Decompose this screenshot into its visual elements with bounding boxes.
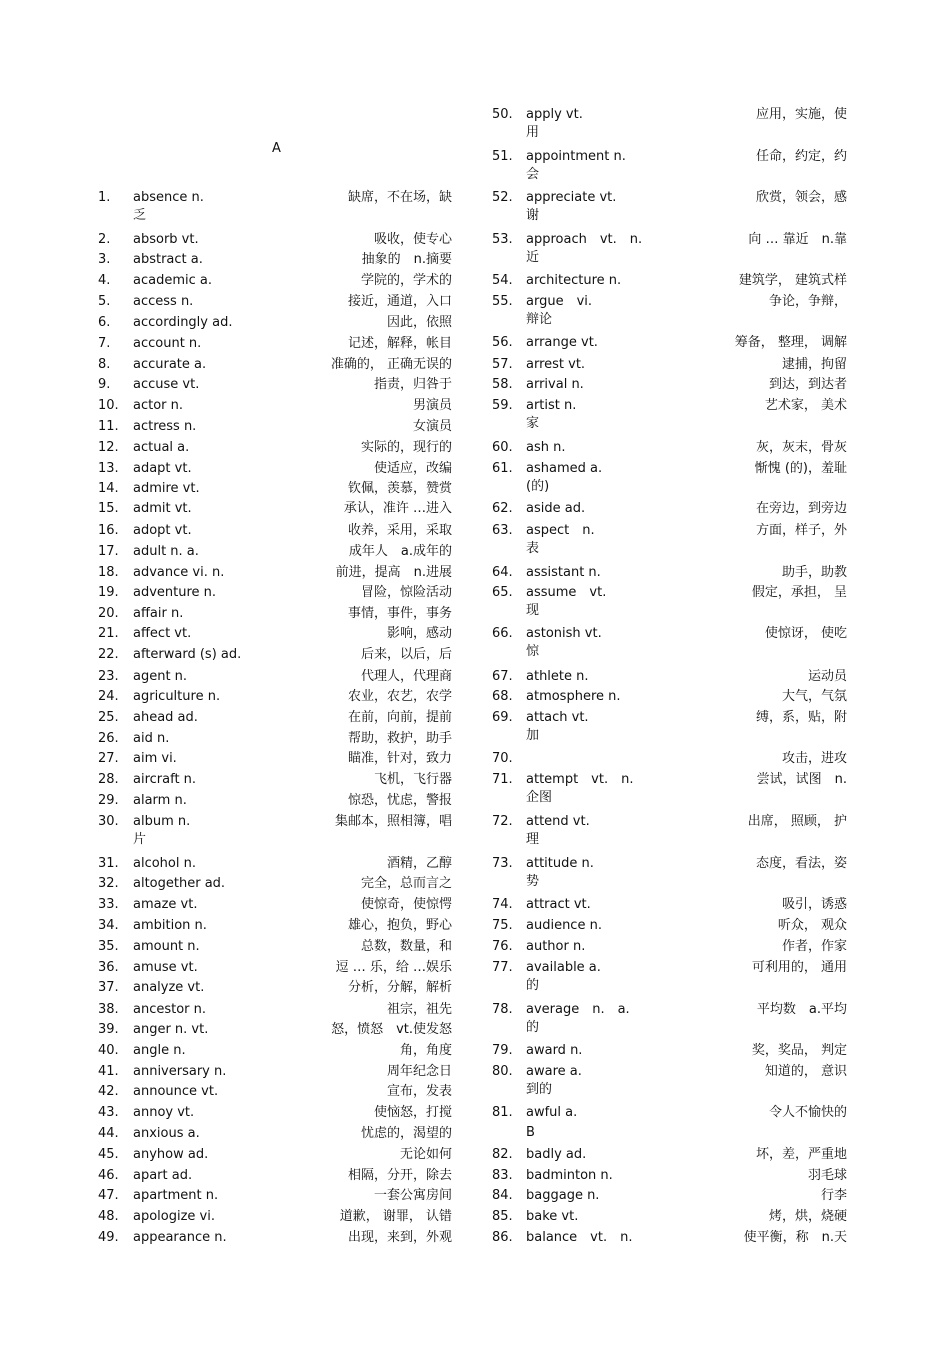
entry-word: altogether ad. [133, 876, 226, 891]
entry-number: 86. [492, 1230, 513, 1245]
entry-word: apartment n. [133, 1188, 219, 1203]
entry-definition: 惊恐，忧虑，警报 [347, 793, 452, 808]
entry-number: 22. [98, 647, 119, 662]
entry-definition: 集邮本，照相簿，唱 [334, 814, 452, 829]
entry-definition: 角，角度 [399, 1043, 452, 1058]
entry-number: 63. [492, 523, 513, 538]
entry-word: author n. [526, 939, 586, 954]
entry-word: badminton n. [526, 1168, 613, 1183]
entry-word: analyze vt. [133, 980, 205, 995]
entry-number: 10. [98, 398, 119, 413]
entry-word: apply vt. [526, 107, 583, 122]
entry-definition: 一套公寓房间 [373, 1188, 452, 1203]
entry-definition-continuation: 片 [133, 832, 147, 847]
entry-definition: 攻击，进攻 [781, 751, 847, 766]
entry-definition: 令人不愉快的 [768, 1105, 847, 1120]
entry-word: aim vi. [133, 751, 177, 766]
entry-number: 65. [492, 585, 513, 600]
entry-word: announce vt. [133, 1084, 219, 1099]
entry-definition: 后来，以后，后 [360, 647, 452, 662]
entry-number: 7. [98, 336, 111, 351]
entry-number: 3. [98, 252, 111, 267]
entry-number: 1. [98, 190, 111, 205]
section-heading-a: A [272, 141, 281, 156]
entry-word: amount n. [133, 939, 200, 954]
entry-definition: 向 … 靠近 n.靠 [748, 232, 847, 247]
entry-number: 62. [492, 501, 513, 516]
entry-word: affair n. [133, 606, 184, 621]
entry-word: astonish vt. [526, 626, 602, 641]
entry-definition: 到达，到达者 [768, 377, 847, 392]
entry-definition: 作者，作家 [781, 939, 847, 954]
entry-definition: 相隔，分开，除去 [347, 1168, 452, 1183]
entry-definition: 出席， 照顾， 护 [747, 814, 847, 829]
entry-word: admit vt. [133, 501, 192, 516]
entry-word: angle n. [133, 1043, 186, 1058]
entry-word: apologize vi. [133, 1209, 215, 1224]
entry-word: alarm n. [133, 793, 187, 808]
entry-definition: 道歉， 谢罪， 认错 [339, 1209, 452, 1224]
entry-number: 11. [98, 419, 119, 434]
entry-number: 58. [492, 377, 513, 392]
entry-word: atmosphere n. [526, 689, 621, 704]
entry-word: academic a. [133, 273, 212, 288]
entry-definition: 逮捕，拘留 [781, 357, 847, 372]
entry-definition: 艺术家， 美术 [764, 398, 847, 413]
entry-number: 21. [98, 626, 119, 641]
entry-definition: 坏，差，严重地 [755, 1147, 847, 1162]
entry-word: afterward (s) ad. [133, 647, 242, 662]
entry-number: 59. [492, 398, 513, 413]
entry-number: 29. [98, 793, 119, 808]
entry-definition: 缚，系，贴，附 [755, 710, 847, 725]
entry-word: attempt vt. n. [526, 772, 634, 787]
entry-word: aircraft n. [133, 772, 197, 787]
entry-definition: 事情，事件，事务 [347, 606, 452, 621]
entry-word: actual a. [133, 440, 190, 455]
entry-number: 71. [492, 772, 513, 787]
entry-number: 61. [492, 461, 513, 476]
entry-definition: 宣布，发表 [386, 1084, 452, 1099]
entry-word: agriculture n. [133, 689, 221, 704]
entry-word: audience n. [526, 918, 602, 933]
entry-number: 45. [98, 1147, 119, 1162]
entry-word: awful a. [526, 1105, 578, 1120]
entry-number: 26. [98, 731, 119, 746]
entry-number: 68. [492, 689, 513, 704]
entry-word: arrival n. [526, 377, 584, 392]
entry-word: attend vt. [526, 814, 590, 829]
entry-number: 14. [98, 481, 119, 496]
entry-definition: 知道的， 意识 [764, 1064, 847, 1079]
entry-definition-continuation: 表 [526, 541, 540, 556]
entry-number: 74. [492, 897, 513, 912]
entry-definition: 承认，准许 …进入 [343, 501, 452, 516]
entry-number: 69. [492, 710, 513, 725]
entry-number: 36. [98, 960, 119, 975]
entry-definition: 吸引，诱惑 [781, 897, 847, 912]
entry-definition: 怒，愤怒 vt.使发怒 [331, 1022, 452, 1037]
entry-definition: 雄心，抱负，野心 [347, 918, 452, 933]
entry-number: 5. [98, 294, 111, 309]
entry-number: 55. [492, 294, 513, 309]
entry-number: 48. [98, 1209, 119, 1224]
entry-word: anyhow ad. [133, 1147, 209, 1162]
entry-number: 66. [492, 626, 513, 641]
entry-definition: 助手，助教 [781, 565, 847, 580]
entry-number: 83. [492, 1168, 513, 1183]
entry-definition: 争论，争辩， [768, 294, 847, 309]
entry-definition: 酒精，乙醇 [386, 856, 452, 871]
entry-number: 43. [98, 1105, 119, 1120]
entry-definition: 尝试，试图 n. [756, 772, 847, 787]
entry-definition: 影响，感动 [386, 626, 452, 641]
entry-word: ahead ad. [133, 710, 198, 725]
entry-number: 23. [98, 669, 119, 684]
entry-definition: 缺席，不在场，缺 [347, 190, 452, 205]
entry-number: 13. [98, 461, 119, 476]
entry-word: arrest vt. [526, 357, 586, 372]
entry-definition: 钦佩，羡慕，赞赏 [347, 481, 452, 496]
entry-word: ancestor n. [133, 1002, 207, 1017]
entry-number: 52. [492, 190, 513, 205]
entry-word: aspect n. [526, 523, 595, 538]
entry-word: aside ad. [526, 501, 586, 516]
entry-word: attract vt. [526, 897, 591, 912]
entry-word: ashamed a. [526, 461, 603, 476]
entry-number: 50. [492, 107, 513, 122]
entry-number: 82. [492, 1147, 513, 1162]
entry-number: 53. [492, 232, 513, 247]
entry-number: 2. [98, 232, 111, 247]
entry-definition: 使适应，改编 [373, 461, 452, 476]
entry-definition: 听众， 观众 [777, 918, 847, 933]
entry-number: 75. [492, 918, 513, 933]
entry-word: accurate a. [133, 357, 207, 372]
entry-number: 17. [98, 544, 119, 559]
entry-definition: 代理人，代理商 [360, 669, 452, 684]
entry-word: aid n. [133, 731, 170, 746]
entry-definition: 任命，约定，约 [755, 149, 847, 164]
entry-word: arrange vt. [526, 335, 598, 350]
entry-number: 73. [492, 856, 513, 871]
entry-definition: 冒险，惊险活动 [360, 585, 452, 600]
entry-definition: 可利用的， 通用 [751, 960, 847, 975]
entry-word: argue vi. [526, 294, 593, 309]
entry-number: 35. [98, 939, 119, 954]
entry-number: 70. [492, 751, 513, 766]
entry-definition-continuation: 的 [526, 1020, 540, 1035]
entry-number: 78. [492, 1002, 513, 1017]
entry-word: ash n. [526, 440, 566, 455]
entry-definition: 瞄准，针对，致力 [347, 751, 452, 766]
entry-definition: 成年人 a.成年的 [348, 544, 452, 559]
entry-word: assistant n. [526, 565, 601, 580]
entry-number: 79. [492, 1043, 513, 1058]
entry-number: 24. [98, 689, 119, 704]
entry-definition: 学院的，学术的 [360, 273, 452, 288]
entry-word: adult n. a. [133, 544, 199, 559]
entry-definition: 因此，依照 [386, 315, 452, 330]
entry-word: affect vt. [133, 626, 192, 641]
entry-word: absence n. [133, 190, 204, 205]
entry-word: agent n. [133, 669, 188, 684]
entry-word: album n. [133, 814, 191, 829]
entry-word: account n. [133, 336, 202, 351]
entry-number: 33. [98, 897, 119, 912]
entry-word: adventure n. [133, 585, 217, 600]
entry-word: adapt vt. [133, 461, 192, 476]
entry-word: attitude n. [526, 856, 594, 871]
entry-definition: 农业，农艺，农学 [347, 689, 452, 704]
entry-definition: 指责，归咎于 [373, 377, 452, 392]
entry-word: bake vt. [526, 1209, 579, 1224]
entry-word: apart ad. [133, 1168, 193, 1183]
entry-number: 25. [98, 710, 119, 725]
entry-word: artist n. [526, 398, 577, 413]
entry-definition-continuation: (的) [526, 479, 550, 494]
entry-word: architecture n. [526, 273, 622, 288]
entry-word: baggage n. [526, 1188, 600, 1203]
entry-word: admire vt. [133, 481, 200, 496]
entry-number: 6. [98, 315, 111, 330]
entry-definition: 行李 [820, 1188, 847, 1203]
entry-definition: 收养，采用，采取 [347, 523, 452, 538]
entry-word: available a. [526, 960, 601, 975]
entry-word: anxious a. [133, 1126, 200, 1141]
entry-number: 67. [492, 669, 513, 684]
entry-definition: 羽毛球 [807, 1168, 847, 1183]
entry-definition: 惭愧 (的)，羞耻 [754, 461, 847, 476]
entry-word: accuse vt. [133, 377, 200, 392]
entry-definition: 男演员 [412, 398, 452, 413]
entry-definition: 使平衡，称 n.天 [743, 1230, 847, 1245]
entry-definition: 平均数 a.平均 [756, 1002, 847, 1017]
entry-word: aware a. [526, 1064, 582, 1079]
entry-definition: 欣赏，领会，感 [755, 190, 847, 205]
entry-number: 51. [492, 149, 513, 164]
entry-number: 34. [98, 918, 119, 933]
entry-definition-continuation: 到的 [526, 1082, 553, 1097]
entry-definition: 使惊奇，使惊愕 [360, 897, 452, 912]
entry-definition: 态度，看法，姿 [755, 856, 847, 871]
entry-definition-continuation: 现 [526, 603, 540, 618]
entry-word: assume vt. [526, 585, 607, 600]
entry-definition-continuation: 谢 [526, 208, 540, 223]
entry-definition-continuation: 乏 [133, 208, 147, 223]
entry-definition: 使惊讶， 使吃 [764, 626, 847, 641]
entry-number: 8. [98, 357, 111, 372]
entry-number: 20. [98, 606, 119, 621]
entry-number: 16. [98, 523, 119, 538]
entry-definition: 灰，灰末，骨灰 [755, 440, 847, 455]
entry-definition: 大气，气氛 [781, 689, 847, 704]
entry-number: 30. [98, 814, 119, 829]
entry-definition: 假定，承担， 呈 [751, 585, 847, 600]
entry-definition: 总数，数量，和 [360, 939, 452, 954]
entry-definition: 在旁边，到旁边 [755, 501, 847, 516]
entry-word: approach vt. n. [526, 232, 643, 247]
entry-definition: 无论如何 [399, 1147, 452, 1162]
entry-number: 28. [98, 772, 119, 787]
entry-definition: 使恼怒，打搅 [373, 1105, 452, 1120]
entry-definition: 建筑学， 建筑式样 [738, 273, 847, 288]
entry-definition: 分析，分解，解析 [347, 980, 452, 995]
entry-number: 42. [98, 1084, 119, 1099]
entry-word: accordingly ad. [133, 315, 233, 330]
entry-word: annoy vt. [133, 1105, 195, 1120]
entry-definition: 筹备， 整理， 调解 [734, 335, 847, 350]
entry-word: appointment n. [526, 149, 626, 164]
entry-definition: 完全，总而言之 [360, 876, 452, 891]
entry-definition: 吸收，使专心 [373, 232, 452, 247]
entry-definition: 出现，来到，外观 [347, 1230, 452, 1245]
entry-number: 4. [98, 273, 111, 288]
entry-number: 41. [98, 1064, 119, 1079]
entry-definition: 逗 … 乐，给 …娱乐 [335, 960, 452, 975]
entry-word: average n. a. [526, 1002, 630, 1017]
entry-word: access n. [133, 294, 194, 309]
entry-number: 37. [98, 980, 119, 995]
entry-number: 85. [492, 1209, 513, 1224]
entry-word: appearance n. [133, 1230, 227, 1245]
entry-definition-continuation: 用 [526, 125, 540, 140]
entry-definition: 周年纪念日 [386, 1064, 452, 1079]
entry-number: 76. [492, 939, 513, 954]
entry-definition: 在前，向前，提前 [347, 710, 452, 725]
entry-definition-continuation: 势 [526, 874, 540, 889]
entry-word: attach vt. [526, 710, 589, 725]
entry-number: 40. [98, 1043, 119, 1058]
entry-number: 64. [492, 565, 513, 580]
entry-number: 72. [492, 814, 513, 829]
entry-word: athlete n. [526, 669, 589, 684]
entry-number: 27. [98, 751, 119, 766]
entry-definition: 准确的， 正确无误的 [330, 357, 452, 372]
entry-number: 56. [492, 335, 513, 350]
entry-number: 44. [98, 1126, 119, 1141]
entry-definition: 记述，解释，帐目 [347, 336, 452, 351]
entry-definition-continuation: 近 [526, 250, 540, 265]
entry-definition: 运动员 [807, 669, 847, 684]
entry-definition-continuation: 惊 [526, 644, 540, 659]
entry-word: ambition n. [133, 918, 207, 933]
entry-definition-continuation: 企图 [526, 790, 553, 805]
entry-word: award n. [526, 1043, 583, 1058]
entry-number: 80. [492, 1064, 513, 1079]
entry-number: 31. [98, 856, 119, 871]
entry-word: absorb vt. [133, 232, 199, 247]
entry-word: alcohol n. [133, 856, 196, 871]
entry-definition: 实际的，现行的 [360, 440, 452, 455]
entry-number: 9. [98, 377, 111, 392]
entry-definition: 方面，样子，外 [755, 523, 847, 538]
entry-definition-continuation: 加 [526, 728, 540, 743]
entry-number: 19. [98, 585, 119, 600]
entry-definition: 忧虑的，渴望的 [360, 1126, 452, 1141]
entry-definition: 帮助，救护，助手 [347, 731, 452, 746]
entry-word: amaze vt. [133, 897, 198, 912]
entry-definition: 应用，实施，使 [755, 107, 847, 122]
entry-word: advance vi. n. [133, 565, 225, 580]
entry-definition-continuation: 理 [526, 832, 540, 847]
entry-word: actor n. [133, 398, 184, 413]
entry-number: 81. [492, 1105, 513, 1120]
entry-definition: 接近，通道，入口 [347, 294, 452, 309]
entry-definition: 前进，提高 n.进展 [335, 565, 452, 580]
entry-number: 57. [492, 357, 513, 372]
entry-word: appreciate vt. [526, 190, 617, 205]
entry-definition-continuation: 辩论 [526, 312, 553, 327]
section-heading-b: B [526, 1125, 535, 1140]
entry-number: 32. [98, 876, 119, 891]
entry-definition: 奖，奖品， 判定 [751, 1043, 847, 1058]
entry-definition: 烤，烘，烧硬 [768, 1209, 847, 1224]
entry-number: 77. [492, 960, 513, 975]
entry-number: 49. [98, 1230, 119, 1245]
entry-definition-continuation: 家 [526, 416, 540, 431]
entry-number: 47. [98, 1188, 119, 1203]
entry-word: amuse vt. [133, 960, 198, 975]
entry-number: 18. [98, 565, 119, 580]
entry-number: 38. [98, 1002, 119, 1017]
entry-word: adopt vt. [133, 523, 192, 538]
entry-word: anger n. vt. [133, 1022, 209, 1037]
entry-number: 39. [98, 1022, 119, 1037]
entry-definition: 飞机，飞行器 [373, 772, 452, 787]
entry-word: abstract a. [133, 252, 203, 267]
entry-number: 15. [98, 501, 119, 516]
entry-word: anniversary n. [133, 1064, 227, 1079]
entry-word: balance vt. n. [526, 1230, 633, 1245]
entry-definition: 抽象的 n.摘要 [361, 252, 452, 267]
entry-definition: 女演员 [412, 419, 452, 434]
entry-number: 12. [98, 440, 119, 455]
entry-definition-continuation: 会 [526, 167, 540, 182]
entry-number: 54. [492, 273, 513, 288]
entry-number: 84. [492, 1188, 513, 1203]
entry-number: 60. [492, 440, 513, 455]
entry-number: 46. [98, 1168, 119, 1183]
entry-definition-continuation: 的 [526, 978, 540, 993]
entry-word: actress n. [133, 419, 197, 434]
entry-definition: 祖宗，祖先 [386, 1002, 452, 1017]
entry-word: badly ad. [526, 1147, 587, 1162]
